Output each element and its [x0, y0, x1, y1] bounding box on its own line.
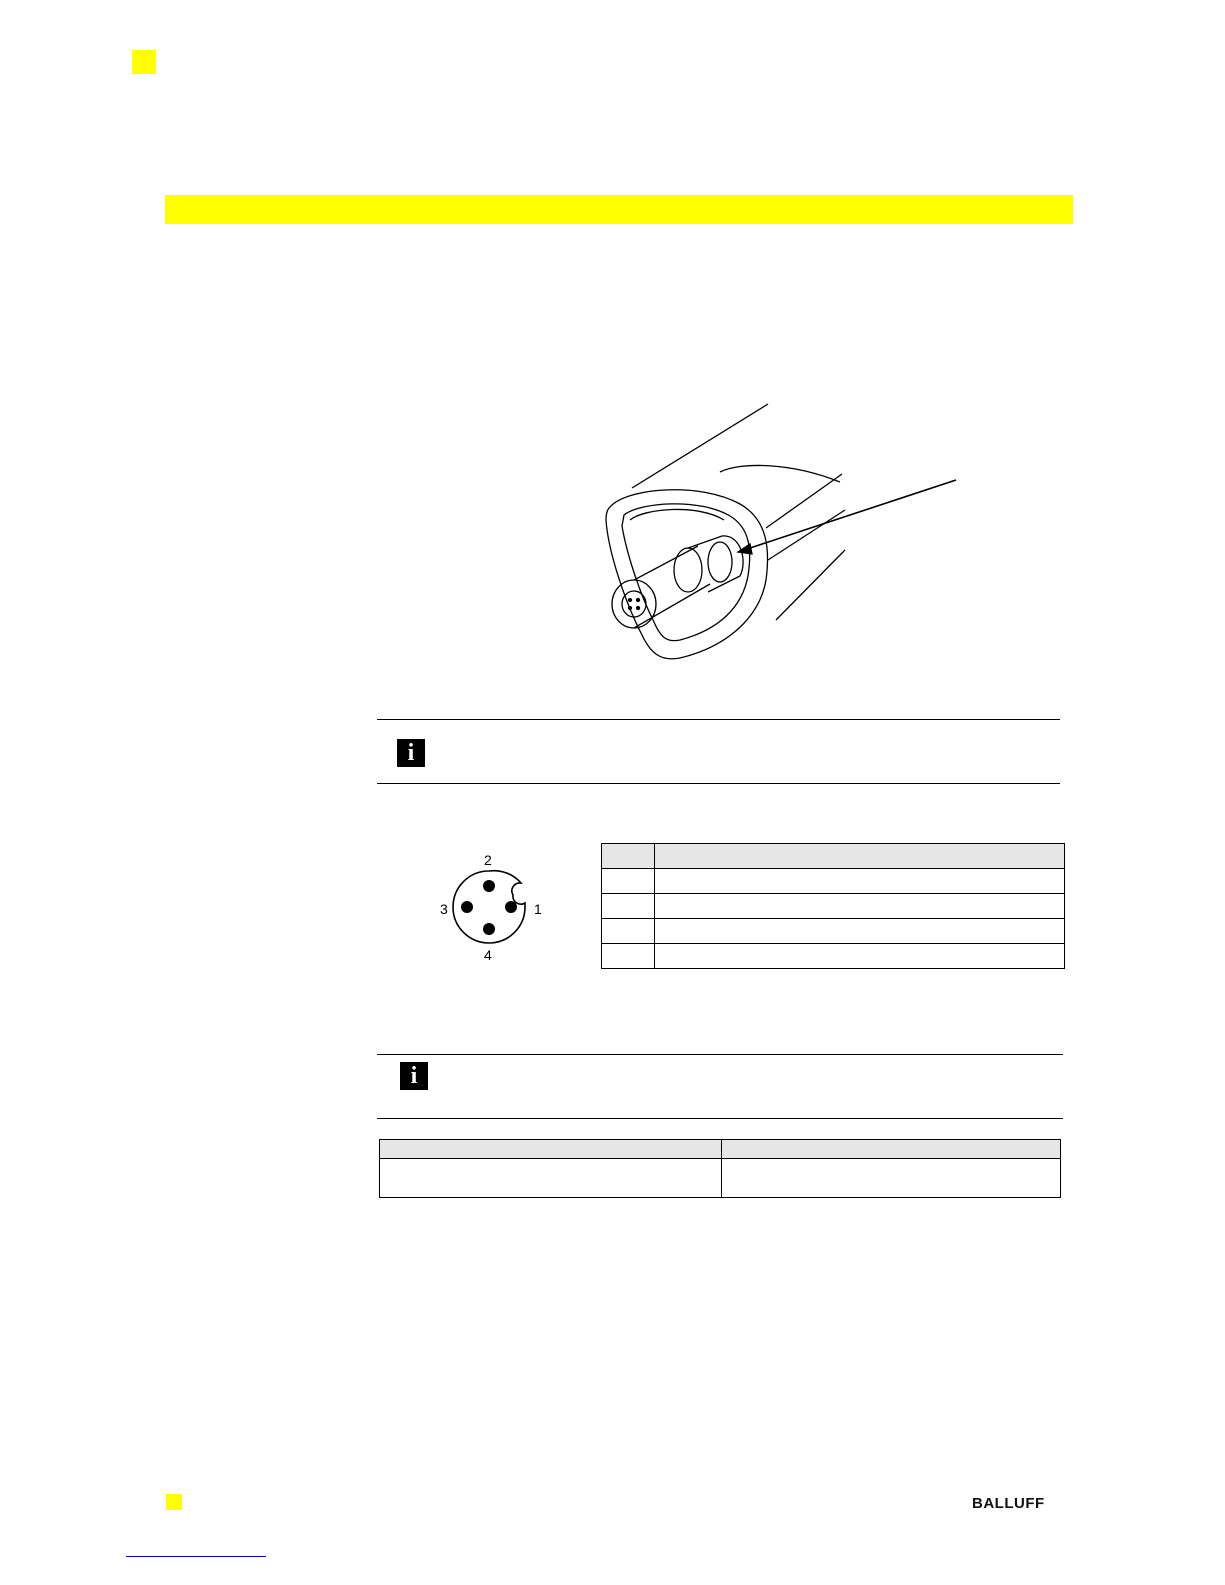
table-header-row	[380, 1140, 1061, 1159]
page-marker-top	[132, 50, 156, 74]
info-icon: i	[400, 1062, 428, 1090]
table-cell	[655, 944, 1065, 969]
table-row	[602, 944, 1065, 969]
table-cell	[602, 944, 655, 969]
table-cell	[655, 894, 1065, 919]
pin-label-3: 3	[440, 901, 448, 917]
table-cell	[602, 919, 655, 944]
section-heading-band	[165, 195, 1073, 224]
note-top-rule	[377, 719, 1060, 720]
table-row	[380, 1159, 1061, 1198]
table-cell	[655, 869, 1065, 894]
table-cell	[655, 919, 1065, 944]
pin-assignment-table	[601, 843, 1065, 969]
brand-logo: BALLUFF	[972, 1495, 1045, 1512]
product-illustration	[590, 400, 970, 670]
table-header-cell	[655, 844, 1065, 869]
pin-label-4: 4	[484, 947, 492, 963]
pin-1-dot	[505, 901, 517, 913]
table-header-cell	[602, 844, 655, 869]
table-row	[602, 894, 1065, 919]
table-cell	[602, 894, 655, 919]
pin-2-dot	[483, 880, 495, 892]
footer-link-underline[interactable]	[126, 1556, 266, 1557]
page-marker-bottom	[166, 1494, 182, 1510]
pin-label-2: 2	[484, 852, 492, 868]
table-row	[602, 919, 1065, 944]
connector-pinout	[438, 850, 548, 965]
table-header-cell	[380, 1140, 722, 1159]
pin-3-dot	[461, 901, 473, 913]
table-cell	[722, 1159, 1061, 1198]
info-icon: i	[397, 739, 425, 767]
table-header-row	[602, 844, 1065, 869]
table-cell	[380, 1159, 722, 1198]
note-bottom-rule	[377, 1118, 1063, 1119]
table-row	[602, 869, 1065, 894]
note-bottom-rule	[377, 783, 1060, 784]
accessory-table	[379, 1139, 1061, 1198]
table-header-cell	[722, 1140, 1061, 1159]
pin-label-1: 1	[534, 901, 542, 917]
note-top-rule	[377, 1054, 1063, 1055]
table-cell	[602, 869, 655, 894]
pin-4-dot	[483, 923, 495, 935]
